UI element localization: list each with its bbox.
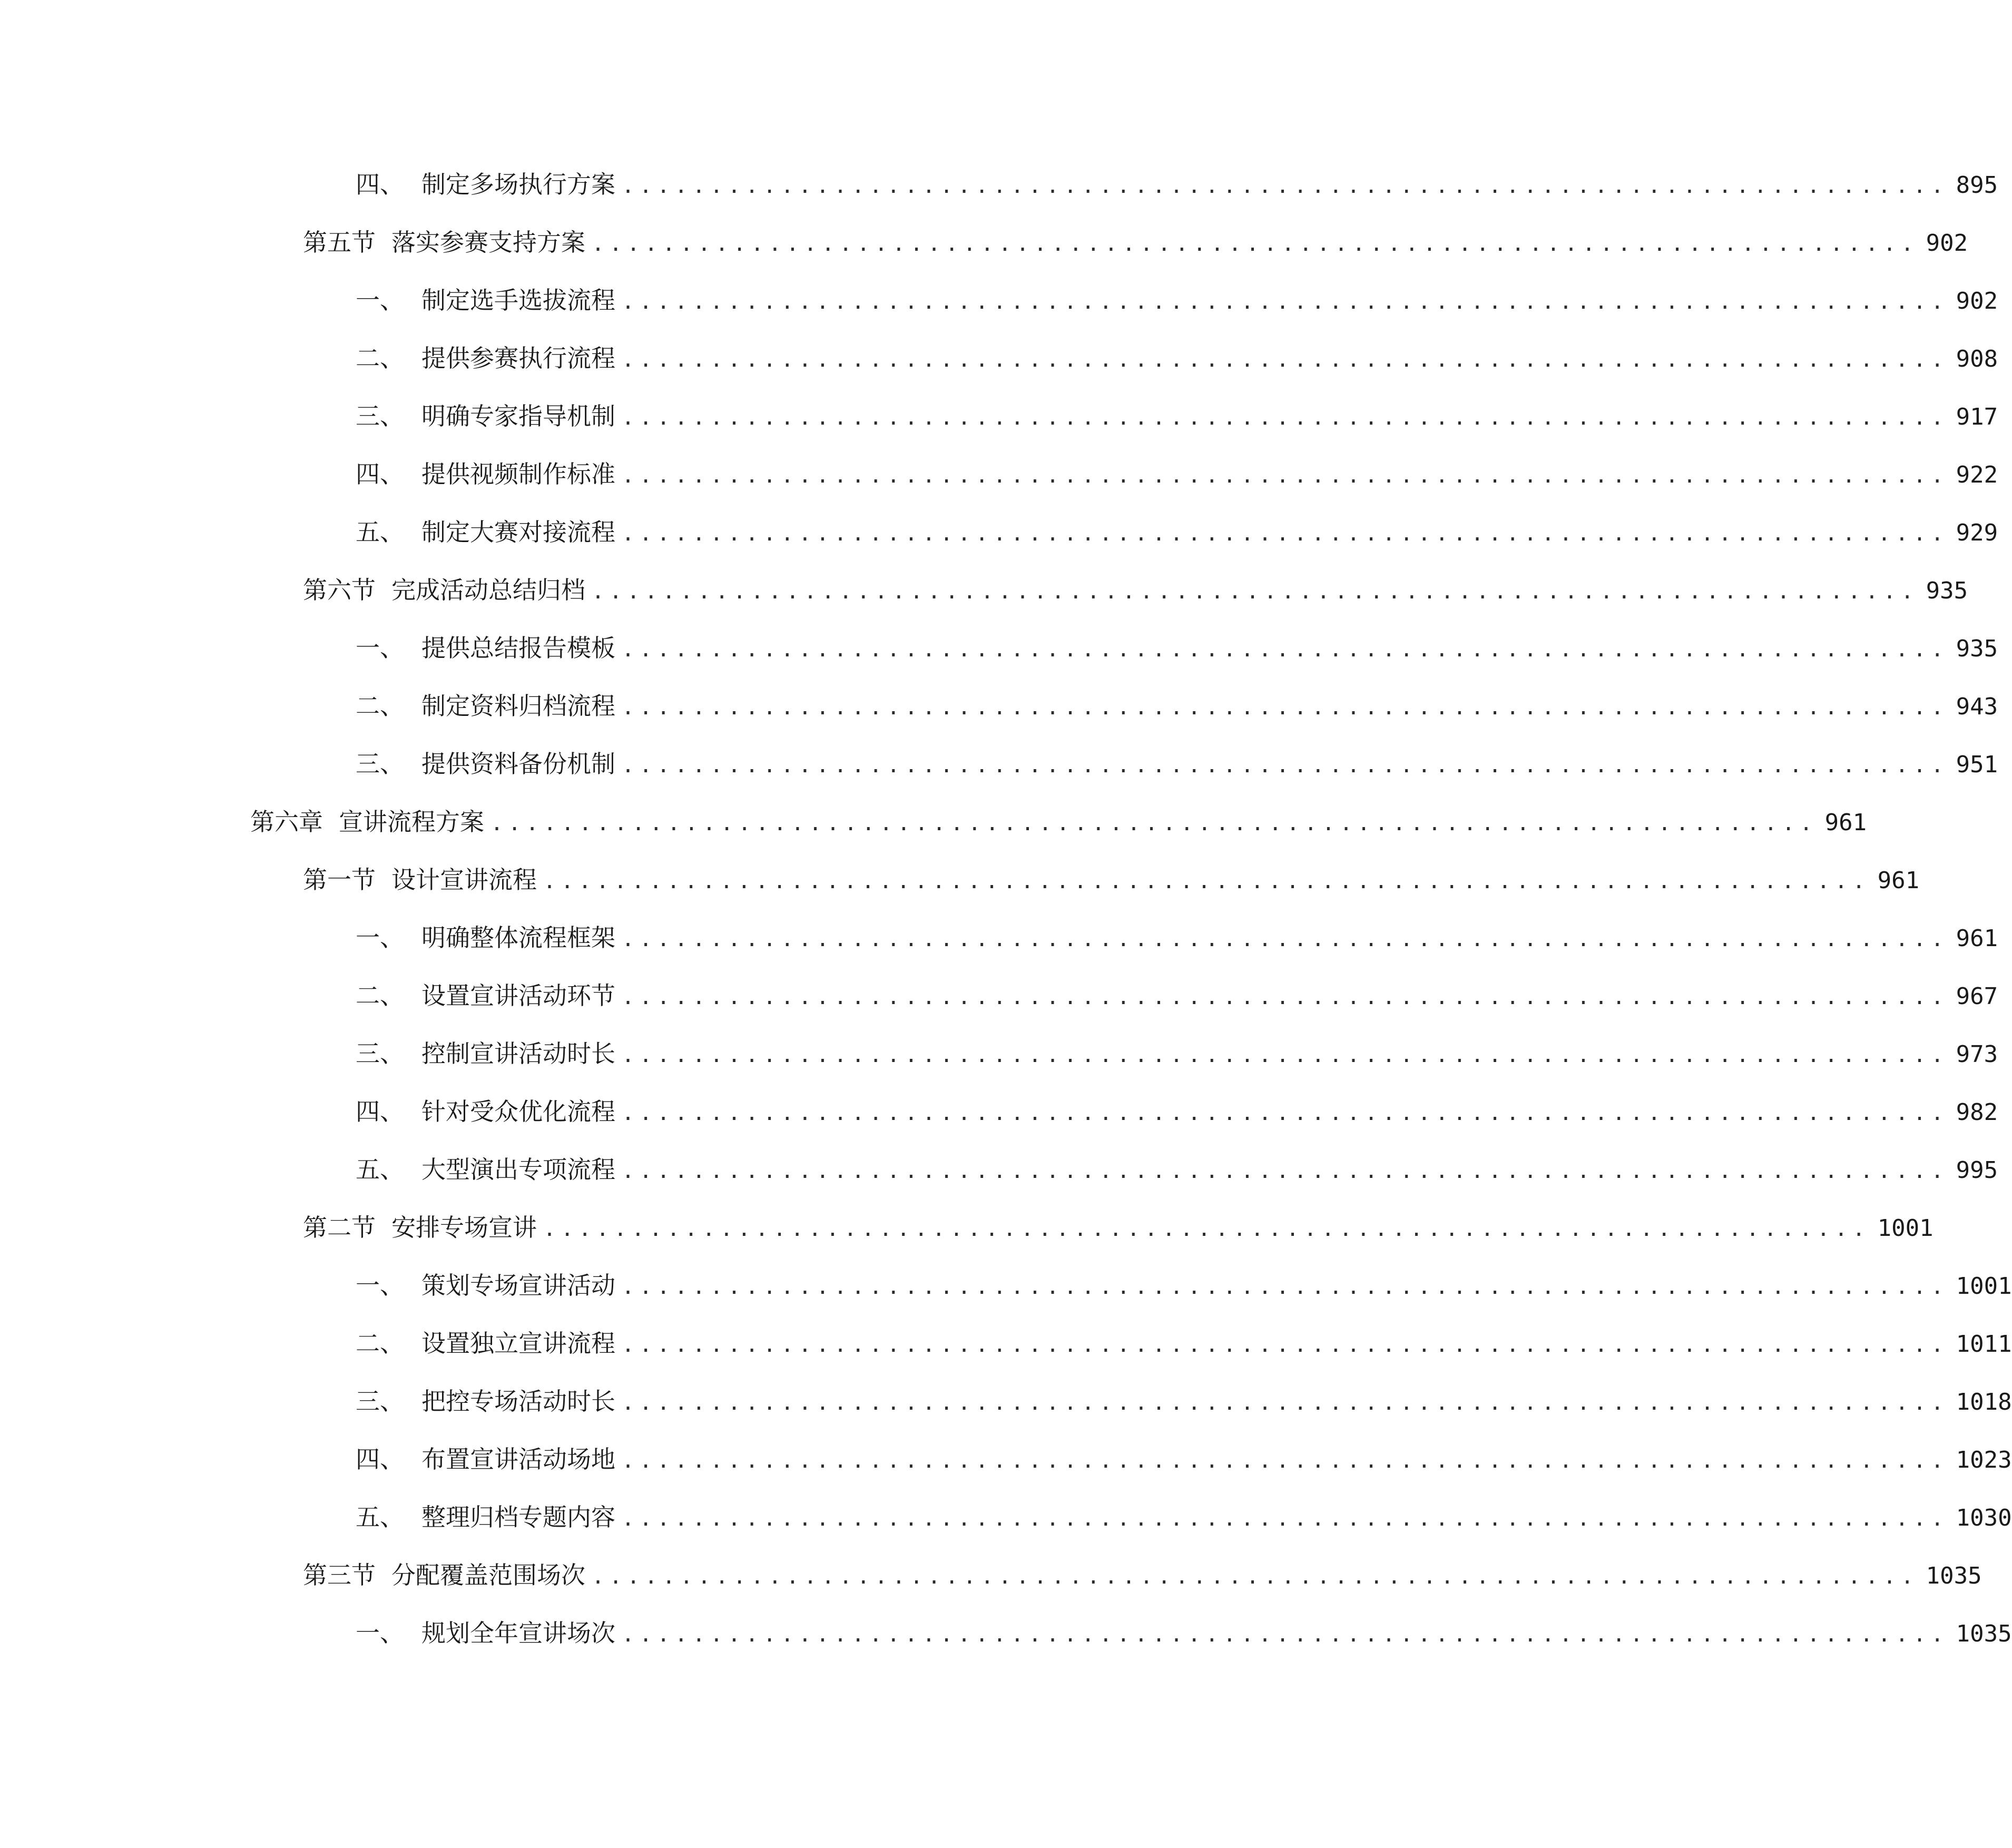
toc-entry[interactable]: [303, 574, 1968, 606]
page-number: 1035: [1956, 1620, 2012, 1647]
toc-entry[interactable]: [356, 1096, 1998, 1127]
toc-entry[interactable]: [356, 342, 1998, 374]
entry-title: 制定多场执行方案: [421, 170, 615, 199]
entry-number: 三、: [356, 750, 404, 778]
dot-leader: ...........................................................................: [622, 1449, 1949, 1473]
dot-leader: ...........................................................................: [622, 1391, 1949, 1415]
dot-leader: ...........................................................................: [622, 348, 1949, 372]
dot-leader: ...........................................................................: [543, 869, 1870, 893]
page-number: 995: [1956, 1157, 1998, 1184]
entry-number: 第三节: [303, 1561, 376, 1589]
entry-number: 四、: [356, 460, 404, 488]
entry-title: 设置宣讲活动环节: [421, 981, 615, 1010]
entry-title: 把控专场活动时长: [421, 1387, 615, 1416]
entry-title: 设置独立宣讲流程: [421, 1329, 615, 1358]
dot-leader: ...........................................................................: [592, 1565, 1919, 1589]
toc-entry[interactable]: [250, 806, 1867, 838]
page-number: 951: [1956, 751, 1998, 778]
toc-entry[interactable]: [356, 748, 1998, 780]
entry-number: 一、: [356, 1619, 404, 1647]
entry-number: 五、: [356, 1503, 404, 1531]
entry-title: 设计宣讲流程: [391, 866, 537, 894]
toc-entry[interactable]: [356, 516, 1998, 548]
page-number: 967: [1956, 983, 1998, 1010]
entry-number: 第二节: [303, 1213, 376, 1242]
page-number: 917: [1956, 404, 1998, 430]
page-number: 943: [1956, 693, 1998, 720]
entry-number: 二、: [356, 692, 404, 720]
toc-entry[interactable]: [356, 400, 1998, 432]
entry-title: 提供总结报告模板: [421, 634, 615, 662]
page-number: 1023: [1956, 1447, 2012, 1473]
entry-number: 二、: [356, 344, 404, 372]
toc-entry[interactable]: [356, 1038, 1998, 1069]
entry-title: 提供资料备份机制: [421, 750, 615, 778]
dot-leader: ...........................................................................: [622, 1623, 1949, 1647]
entry-title: 明确专家指导机制: [421, 402, 615, 430]
toc-entry[interactable]: [303, 1212, 1934, 1243]
toc-entry[interactable]: [356, 690, 1998, 722]
entry-title: 针对受众优化流程: [421, 1097, 615, 1126]
entry-title: 制定大赛对接流程: [421, 518, 615, 546]
entry-number: 一、: [356, 634, 404, 662]
dot-leader: ...........................................................................: [622, 464, 1949, 488]
page-number: 961: [1877, 867, 1920, 894]
toc-entry[interactable]: [356, 1328, 2012, 1359]
toc-entry[interactable]: [356, 1617, 2012, 1649]
entry-title: 制定选手选拔流程: [421, 286, 615, 314]
dot-leader: ...........................................................................: [622, 174, 1949, 198]
entry-number: 第六节: [303, 576, 376, 604]
dot-leader: ...........................................................................: [543, 1217, 1870, 1241]
entry-title: 提供视频制作标准: [421, 460, 615, 488]
dot-leader: ...........................................................................: [622, 985, 1949, 1009]
dot-leader: ...........................................................................: [622, 522, 1949, 546]
page-number: 1018: [1956, 1389, 2012, 1416]
dot-leader: ...........................................................................: [622, 1159, 1949, 1183]
toc-entry[interactable]: [356, 458, 1998, 490]
toc-entry[interactable]: [303, 227, 1968, 258]
entry-title: 宣讲流程方案: [339, 808, 484, 836]
entry-number: 五、: [356, 518, 404, 546]
entry-title: 落实参赛支持方案: [391, 228, 585, 257]
dot-leader: ...........................................................................: [592, 232, 1919, 256]
entry-number: 四、: [356, 1445, 404, 1473]
entry-number: 三、: [356, 402, 404, 430]
entry-number: 一、: [356, 923, 404, 952]
entry-number: 一、: [356, 1271, 404, 1300]
dot-leader: ...........................................................................: [622, 406, 1949, 430]
entry-title: 控制宣讲活动时长: [421, 1039, 615, 1068]
page-number: 922: [1956, 461, 1998, 488]
entry-number: 第六章: [250, 808, 323, 836]
toc-entry[interactable]: [356, 1154, 1998, 1185]
entry-number: 一、: [356, 286, 404, 314]
entry-title: 规划全年宣讲场次: [421, 1619, 615, 1647]
page-number: 982: [1956, 1099, 1998, 1126]
page-number: 1035: [1926, 1562, 1982, 1589]
toc-entry[interactable]: [356, 1270, 2012, 1301]
entry-title: 整理归档专题内容: [421, 1503, 615, 1531]
entry-number: 四、: [356, 1097, 404, 1126]
entry-number: 五、: [356, 1155, 404, 1184]
dot-leader: ...........................................................................: [622, 753, 1949, 778]
entry-number: 第一节: [303, 866, 376, 894]
entry-number: 三、: [356, 1387, 404, 1416]
dot-leader: ...........................................................................: [622, 290, 1949, 314]
toc-entry[interactable]: [356, 284, 1998, 316]
page-number: 1011: [1956, 1331, 2012, 1358]
toc-entry[interactable]: [356, 1443, 2012, 1475]
entry-title: 大型演出专项流程: [421, 1155, 615, 1184]
dot-leader: ...........................................................................: [592, 579, 1919, 604]
dot-leader: ...........................................................................: [622, 695, 1949, 720]
entry-number: 第五节: [303, 228, 376, 257]
page-number: 902: [1926, 230, 1968, 257]
toc-entry[interactable]: [356, 169, 1998, 200]
toc-entry[interactable]: [303, 1559, 1982, 1591]
page-number: 935: [1956, 635, 1998, 662]
dot-leader: ...........................................................................: [490, 811, 1818, 835]
toc-entry[interactable]: [356, 1385, 2012, 1417]
page-number: 973: [1956, 1041, 1998, 1068]
entry-number: 四、: [356, 170, 404, 199]
dot-leader: ...........................................................................: [622, 1333, 1949, 1357]
entry-title: 策划专场宣讲活动: [421, 1271, 615, 1300]
dot-leader: ...........................................................................: [622, 1507, 1949, 1531]
entry-number: 二、: [356, 1329, 404, 1358]
entry-title: 布置宣讲活动场地: [421, 1445, 615, 1473]
dot-leader: ...........................................................................: [622, 1101, 1949, 1125]
dot-leader: ...........................................................................: [622, 1043, 1949, 1067]
toc-entry[interactable]: [356, 980, 1998, 1011]
dot-leader: ...........................................................................: [622, 927, 1949, 951]
entry-number: 二、: [356, 981, 404, 1010]
page-number: 895: [1956, 172, 1998, 199]
page-number: 1001: [1956, 1273, 2012, 1300]
page-number: 902: [1956, 288, 1998, 314]
page-number: 961: [1956, 925, 1998, 952]
toc-entry[interactable]: [356, 1501, 2012, 1533]
dot-leader: ...........................................................................: [622, 1275, 1949, 1299]
entry-title: 明确整体流程框架: [421, 923, 615, 952]
page-number: 961: [1824, 809, 1867, 836]
page-number: 935: [1926, 577, 1968, 604]
page-number: 929: [1956, 519, 1998, 546]
toc-entry[interactable]: [356, 632, 1998, 664]
entry-title: 制定资料归档流程: [421, 692, 615, 720]
entry-title: 分配覆盖范围场次: [391, 1561, 585, 1589]
entry-title: 提供参赛执行流程: [421, 344, 615, 372]
entry-title: 完成活动总结归档: [391, 576, 585, 604]
page-number: 1030: [1956, 1505, 2012, 1531]
entry-title: 安排专场宣讲: [391, 1213, 537, 1242]
entry-number: 三、: [356, 1039, 404, 1068]
page-number: 1001: [1877, 1215, 1934, 1242]
toc-entry[interactable]: [356, 922, 1998, 954]
toc-entry[interactable]: [303, 864, 1920, 896]
dot-leader: ...........................................................................: [622, 637, 1949, 662]
page-number: 908: [1956, 346, 1998, 372]
